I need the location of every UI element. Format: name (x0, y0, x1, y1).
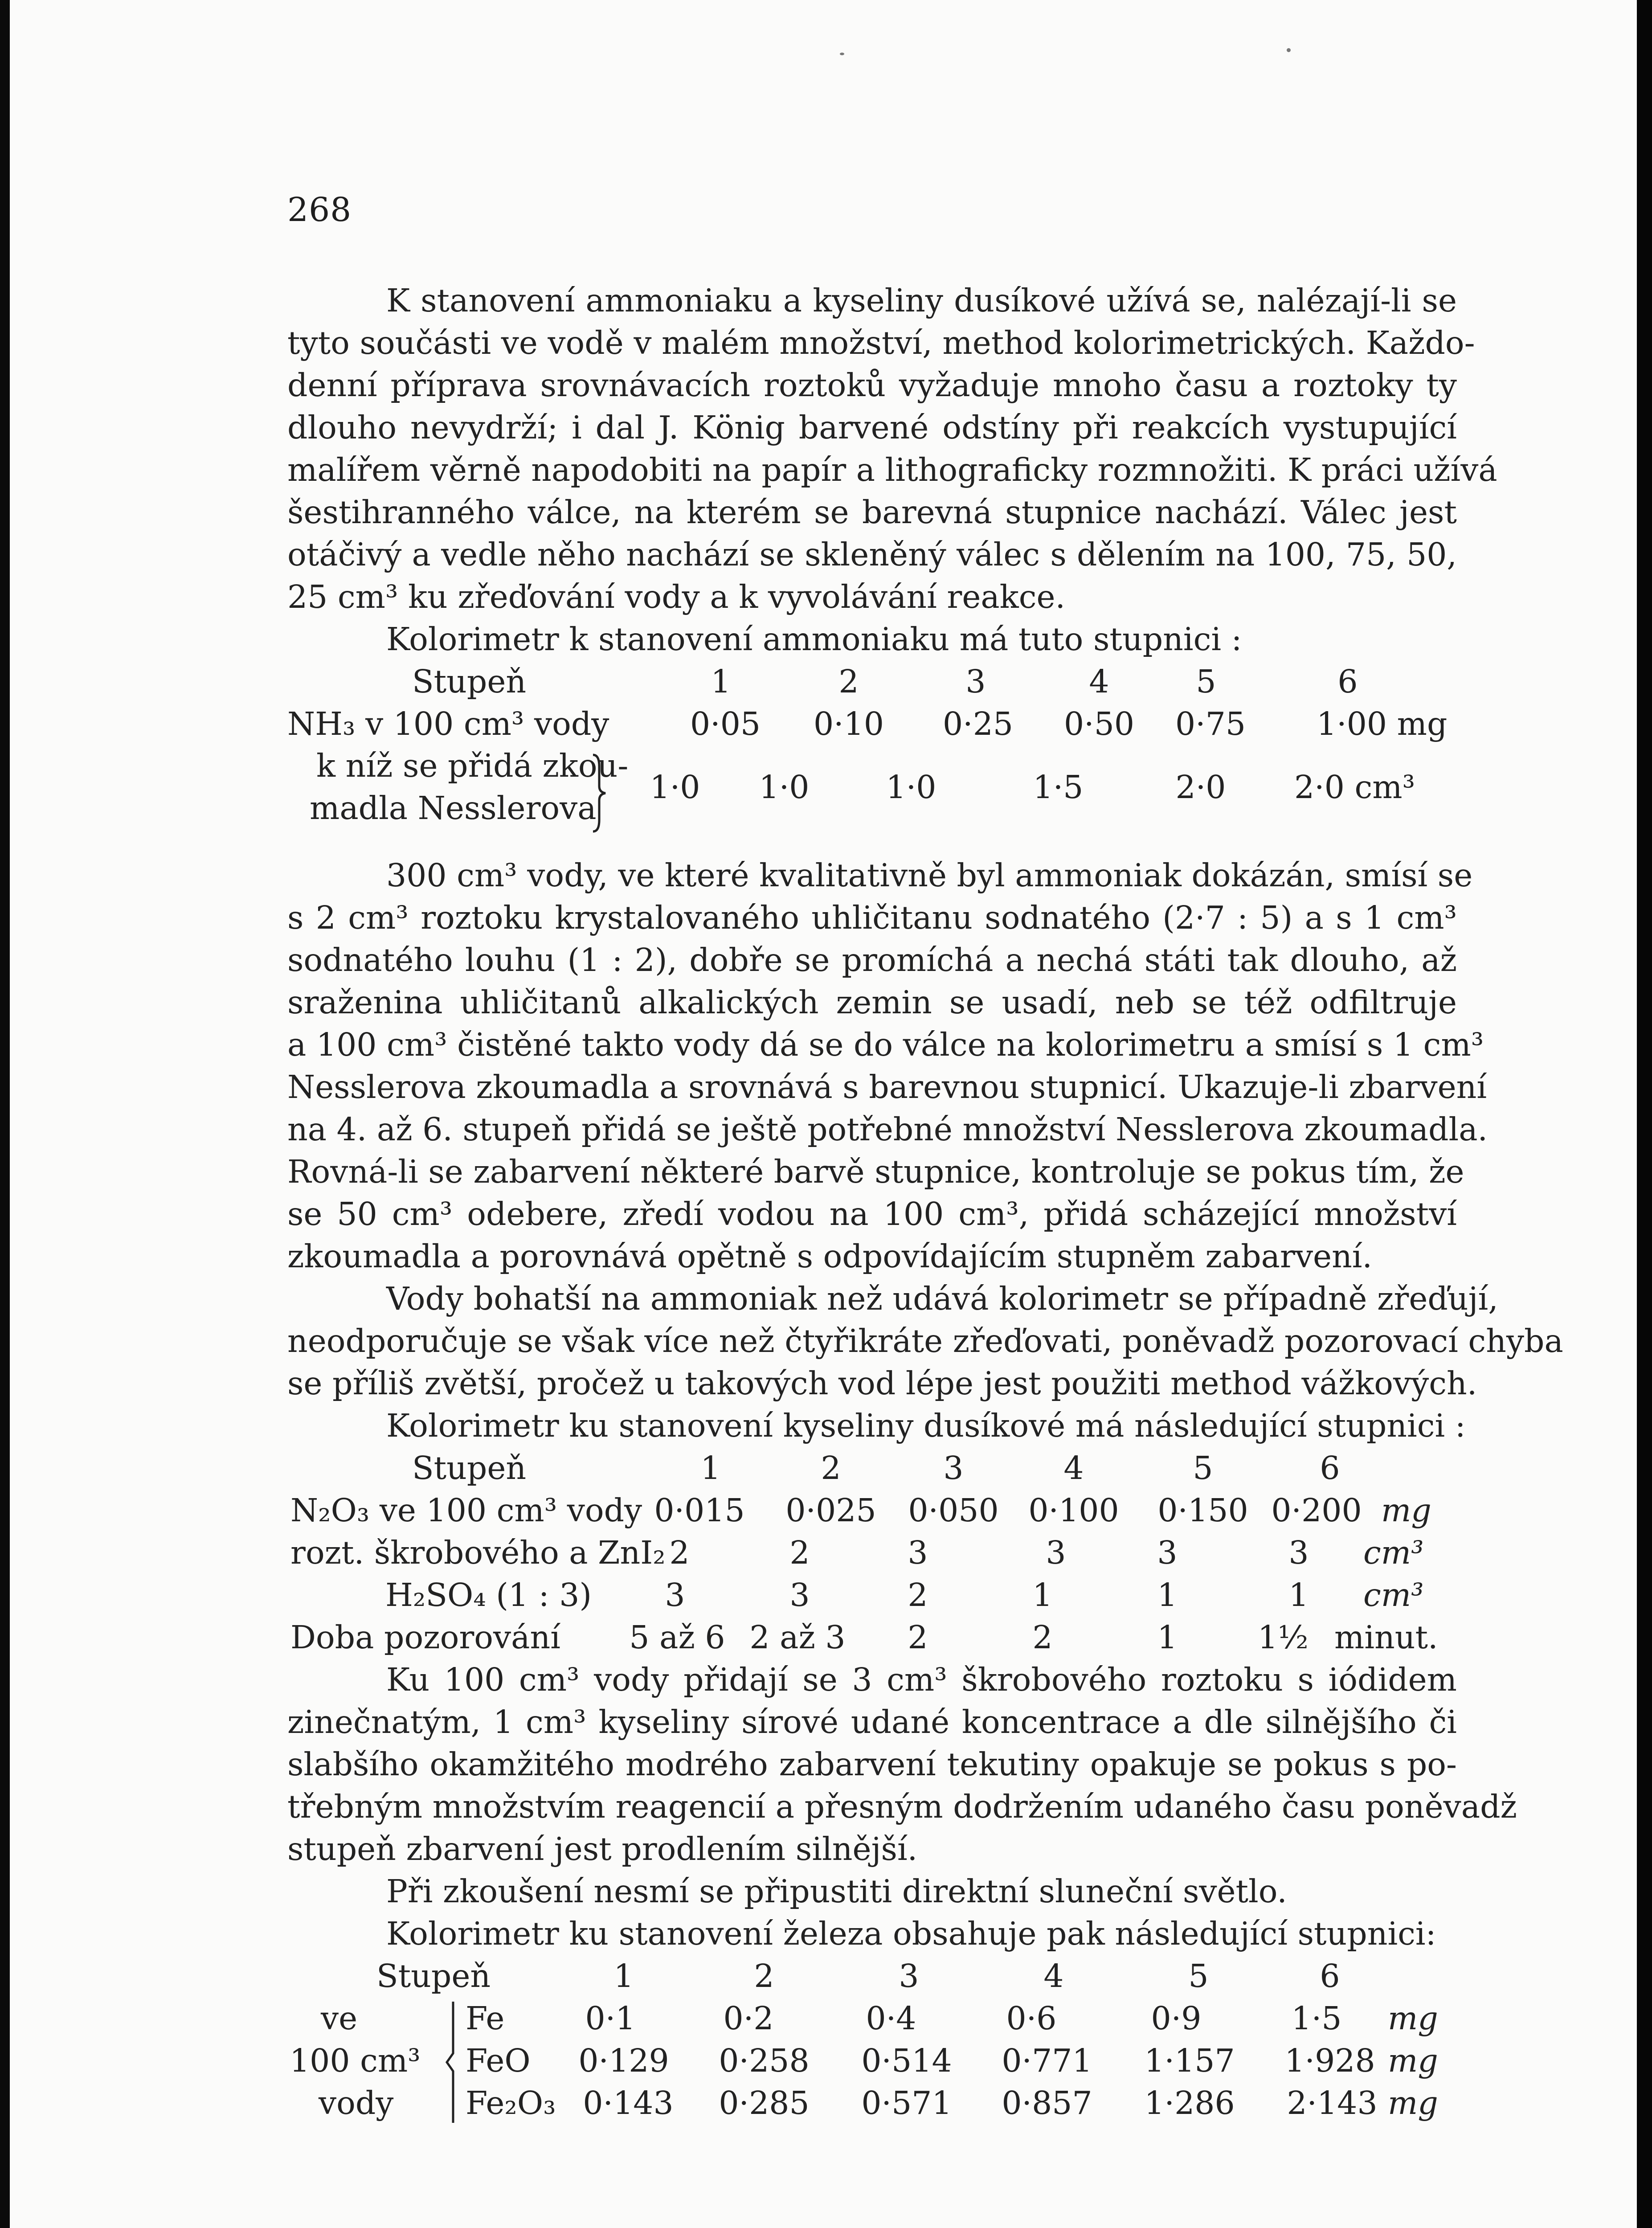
value-cell: 0·6 (1006, 2000, 1057, 2037)
unit-cell: mg (1388, 2042, 1438, 2079)
value-cell: 3 (1288, 1534, 1309, 1571)
table1-intro: Kolorimetr k stanovení ammoniaku má tuto stupnici : (386, 621, 1242, 658)
table3-side-label: ve (321, 2000, 358, 2037)
value-cell: 1·0 (650, 769, 700, 806)
degree-cell: 3 (899, 1958, 919, 1995)
para2-line: na 4. až 6. stupeň přidá se ještě potřebné množství Nesslerova zkoumadla. (287, 1111, 1488, 1148)
para2-line: sraženina uhličitanů alkalických zemin se usadí, neb se též odfiltruje (287, 984, 1457, 1021)
value-cell: 1·00 mg (1317, 705, 1448, 742)
value-cell: 0·100 (1028, 1492, 1119, 1529)
degree-cell: 2 (754, 1958, 774, 1995)
para3-line: neodporučuje se však více než čtyřikráte zřeďovati, poněvadž pozorovací chyba (287, 1323, 1563, 1360)
para2-line: zkoumadla a porovnává opětně s odpovídajícím stupněm zabarvení. (287, 1238, 1373, 1275)
value-cell: 0·25 (942, 705, 1014, 742)
table3-side-label: vody (319, 2085, 394, 2122)
value-cell: 0·514 (861, 2042, 952, 2079)
para1-line: dlouho nevydrží; i dal J. König barvené odstíny při reakcích vystupující (287, 409, 1457, 446)
curly-brace-icon (443, 2000, 461, 2125)
value-cell: 0·015 (654, 1492, 745, 1529)
value-cell: 1·286 (1144, 2085, 1235, 2122)
value-cell: 1 (1157, 1619, 1178, 1656)
para1-line: 25 cm³ ku zřeďování vody a k vyvolávání reakce. (287, 578, 1066, 615)
para1-line: denní příprava srovnávacích roztoků vyžaduje mnoho času a roztoky ty (287, 367, 1457, 404)
degree-cell: 2 (838, 663, 859, 700)
value-cell: 0·258 (719, 2042, 810, 2079)
unit-cell: cm³ (1363, 1534, 1424, 1571)
degree-cell: 5 (1188, 1958, 1209, 1995)
para2-line: Nesslerova zkoumadla a srovnává s barevnou stupnicí. Ukazuje-li zbarvení (287, 1069, 1487, 1106)
degree-cell: 6 (1320, 1450, 1340, 1487)
value-cell: 0·10 (813, 705, 884, 742)
para2-line: sodnatého louhu (1 : 2), dobře se promíchá a nechá státi tak dlouho, až (287, 942, 1457, 979)
value-cell: 2·0 (1175, 769, 1226, 806)
value-cell: 1·0 (886, 769, 936, 806)
value-cell: 0·05 (690, 705, 761, 742)
table1-header-label: Stupeň (412, 663, 527, 700)
degree-cell: 6 (1337, 663, 1358, 700)
para1-line: tyto součásti ve vodě v malém množství, method kolorimetrických. Každo- (287, 324, 1475, 361)
value-cell: 3 (789, 1577, 810, 1614)
value-cell: 2 (908, 1619, 928, 1656)
para3-line: Vody bohatší na ammoniak než udává kolorimetr se případně zřeďují, (386, 1280, 1498, 1317)
para3-line: se příliš zvětší, pročež u takových vod lépe jest použiti method vážkových. (287, 1365, 1477, 1402)
value-cell: 1½ (1258, 1619, 1309, 1656)
value-cell: 0·150 (1157, 1492, 1248, 1529)
degree-cell: 4 (1043, 1958, 1064, 1995)
unit-cell: mg (1388, 2085, 1438, 2122)
value-cell: 0·1 (585, 2000, 636, 2037)
degree-cell: 1 (711, 663, 731, 700)
para1-line: otáčivý a vedle něho nachází se skleněný válec s dělením na 100, 75, 50, (287, 536, 1457, 573)
para2-line: s 2 cm³ roztoku krystalovaného uhličitanu sodnatého (2·7 : 5) a s 1 cm³ (287, 899, 1457, 936)
value-cell: 1·5 (1291, 2000, 1342, 2037)
value-cell: 1 (1032, 1577, 1053, 1614)
degree-cell: 4 (1089, 663, 1109, 700)
table2-row-label: N₂O₃ ve 100 cm³ vody (290, 1492, 642, 1529)
degree-cell: 6 (1320, 1958, 1340, 1995)
table2-intro: Kolorimetr ku stanovení kyseliny dusíkové má následující stupnici : (386, 1407, 1466, 1444)
value-cell: 1·0 (759, 769, 810, 806)
para1-line: šestihranného válce, na kterém se barevná stupnice nachází. Válec jest (287, 494, 1457, 531)
table2-row-label: rozt. škrobového a ZnI₂ (290, 1534, 666, 1571)
degree-cell: 1 (613, 1958, 634, 1995)
value-cell: 1·5 (1033, 769, 1084, 806)
table1-row2-label: madla Nesslerova (310, 790, 597, 827)
para4-line: stupeň zbarvení jest prodlením silnější. (287, 1831, 918, 1868)
value-cell: 2 (669, 1534, 690, 1571)
value-cell: 0·050 (908, 1492, 999, 1529)
value-cell: 0·857 (1002, 2085, 1092, 2122)
para4-line: zinečnatým, 1 cm³ kyseliny sírové udané koncentrace a dle silnějšího či (287, 1704, 1457, 1741)
value-cell: 0·200 (1271, 1492, 1362, 1529)
value-cell: 3 (665, 1577, 685, 1614)
para2-line: se 50 cm³ odebere, zředí vodou na 100 cm³, přidá scházející množství (287, 1196, 1457, 1233)
value-cell: 0·129 (578, 2042, 669, 2079)
value-cell: 0·75 (1175, 705, 1246, 742)
para2-line: Rovná-li se zabarvení některé barvě stupnice, kontroluje se pokus tím, že (287, 1153, 1464, 1190)
value-cell: 2 (1032, 1619, 1053, 1656)
para4-line: Ku 100 cm³ vody přidají se 3 cm³ škrobového roztoku s iódidem (386, 1661, 1457, 1698)
scan-edge (1637, 0, 1652, 2228)
unit-cell: mg (1388, 2000, 1438, 2037)
value-cell: 1 (1157, 1577, 1178, 1614)
scan-speck (1287, 48, 1291, 52)
degree-cell: 5 (1193, 1450, 1213, 1487)
value-cell: 0·285 (719, 2085, 810, 2122)
unit-cell: mg (1381, 1492, 1431, 1529)
value-cell: 0·025 (785, 1492, 876, 1529)
table2-row-label: Doba pozorování (290, 1619, 560, 1656)
degree-cell: 3 (943, 1450, 964, 1487)
value-cell: 2·0 cm³ (1294, 769, 1415, 806)
value-cell: 3 (1046, 1534, 1066, 1571)
value-cell: 2 až 3 (749, 1619, 846, 1656)
value-cell: 5 až 6 (629, 1619, 725, 1656)
value-cell: 1·928 (1284, 2042, 1375, 2079)
unit-cell: minut. (1334, 1619, 1438, 1656)
value-cell: 0·771 (1002, 2042, 1092, 2079)
value-cell: 1·157 (1144, 2042, 1235, 2079)
table3-side-label: 100 cm³ (290, 2042, 421, 2079)
table2-row-label: H₂SO₄ (1 : 3) (385, 1577, 592, 1614)
value-cell: 0·143 (583, 2085, 674, 2122)
value-cell: 0·4 (866, 2000, 916, 2037)
value-cell: 0·571 (861, 2085, 952, 2122)
para2-line: 300 cm³ vody, ve které kvalitativně byl ammoniak dokázán, smísí se (386, 857, 1473, 894)
table3-row-label: Fe₂O₃ (466, 2085, 556, 2122)
value-cell: 1 (1288, 1577, 1309, 1614)
table1-row1-label: NH₃ v 100 cm³ vody (287, 705, 609, 742)
scan-speck (840, 53, 844, 55)
para1-line: K stanovení ammoniaku a kyseliny dusíkové užívá se, nalézají-li se (386, 282, 1457, 319)
value-cell: 0·50 (1063, 705, 1135, 742)
table1-row2-label: k níž se přidá zkou- (316, 747, 629, 784)
page-number: 268 (287, 191, 352, 229)
value-cell: 0·2 (723, 2000, 774, 2037)
table3-row-label: FeO (466, 2042, 531, 2079)
table3-header-label: Stupeň (376, 1958, 491, 1995)
para2-line: a 100 cm³ čistěné takto vody dá se do válce na kolorimetru a smísí s 1 cm³ (287, 1026, 1484, 1063)
value-cell: 2·143 (1287, 2085, 1378, 2122)
para1-line: malířem věrně napodobiti na papír a lithograficky rozmnožiti. K práci užívá (287, 451, 1497, 488)
para4-line: slabšího okamžitého modrého zabarvení tekutiny opakuje se pokus s po- (287, 1746, 1457, 1783)
value-cell: 0·9 (1151, 2000, 1202, 2037)
degree-cell: 2 (821, 1450, 841, 1487)
curly-brace-icon (590, 753, 608, 833)
degree-cell: 4 (1063, 1450, 1084, 1487)
table3-intro: Kolorimetr ku stanovení železa obsahuje pak následující stupnici: (386, 1915, 1436, 1952)
para5-line: Při zkoušení nesmí se připustiti direktní sluneční světlo. (386, 1873, 1287, 1910)
degree-cell: 5 (1196, 663, 1216, 700)
value-cell: 2 (789, 1534, 810, 1571)
unit-cell: cm³ (1363, 1577, 1424, 1614)
table2-header-label: Stupeň (412, 1450, 527, 1487)
value-cell: 3 (1157, 1534, 1178, 1571)
value-cell: 3 (908, 1534, 928, 1571)
degree-cell: 1 (700, 1450, 721, 1487)
degree-cell: 3 (965, 663, 986, 700)
para4-line: třebným množstvím reagencií a přesným dodržením udaného času poněvadž (287, 1788, 1517, 1825)
table3-row-label: Fe (466, 2000, 505, 2037)
value-cell: 2 (908, 1577, 928, 1614)
